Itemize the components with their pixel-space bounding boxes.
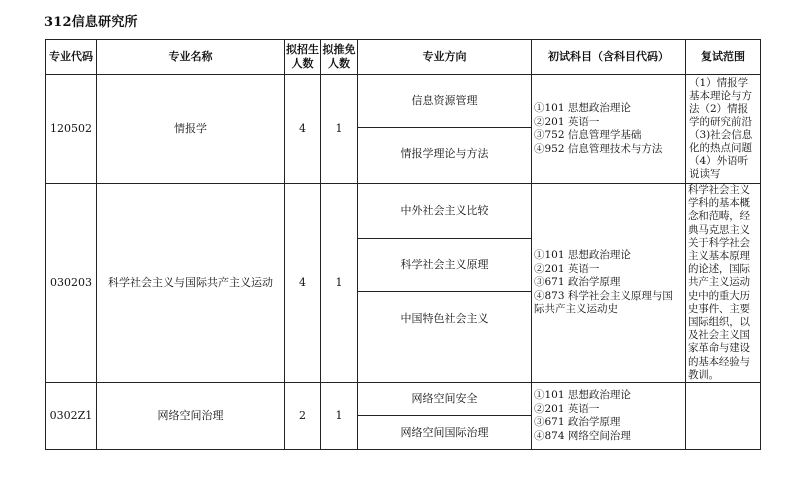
page-title: 312信息研究所 — [44, 15, 138, 30]
subject-item: ③671 政治学原理 — [534, 276, 621, 289]
exam-subjects — [532, 75, 686, 184]
exempt-count: 1 — [321, 184, 358, 383]
retest-scope — [686, 383, 761, 450]
header-subjects: 初试科目（含科目代码） — [532, 40, 686, 75]
enroll-count: 4 — [285, 75, 321, 184]
direction-item: 情报学理论与方法 — [400, 147, 489, 160]
direction-cell — [358, 383, 532, 450]
subject-item: ④952 信息管理技术与方法 — [534, 142, 663, 155]
direction-item: 网络空间国际治理 — [400, 425, 489, 439]
retest-scope: 科学社会主义学科的基本概念和范畴，经典马克思主义关于科学社会主义基本原理的论述，国际共产主义运动史中的重大历史事件、主要国际组织，以及社会主义国家革命与建设的基本经验与教训。 — [686, 184, 761, 383]
subject-item: ①101 思想政治理论 — [534, 389, 631, 402]
major-code: 0302Z1 — [46, 383, 97, 450]
major-code: 120502 — [46, 75, 97, 184]
major-name: 网络空间治理 — [97, 383, 285, 450]
header-code: 专业代码 — [46, 40, 97, 75]
table-row — [46, 75, 761, 184]
header-row — [46, 40, 761, 75]
major-code: 030203 — [46, 184, 97, 383]
header-name: 专业名称 — [97, 40, 285, 75]
direction-item: 中国特色社会主义 — [400, 312, 489, 326]
table-row — [46, 184, 761, 383]
direction-cell — [358, 75, 532, 184]
direction-item: 中外社会主义比较 — [358, 184, 531, 239]
enroll-count: 2 — [285, 383, 321, 450]
subject-item: ③752 信息管理学基础 — [534, 129, 642, 141]
major-name: 科学社会主义与国际共产主义运动 — [97, 184, 285, 383]
header-direction: 专业方向 — [358, 40, 532, 75]
enroll-count: 4 — [285, 184, 321, 383]
header-scope: 复试范围 — [686, 40, 761, 75]
direction-item: 信息资源管理 — [358, 75, 531, 128]
direction-cell — [358, 184, 532, 383]
subject-item: ②201 英语一 — [534, 262, 600, 275]
subject-item: ②201 英语一 — [534, 115, 600, 128]
header-exempt: 拟推免人数 — [321, 40, 358, 75]
exempt-count: 1 — [321, 383, 358, 450]
direction-item: 科学社会主义原理 — [358, 239, 531, 293]
subject-item: ④874 网络空间治理 — [534, 429, 631, 442]
table-row — [46, 383, 761, 450]
header-enroll: 拟招生人数 — [285, 40, 321, 75]
direction-item: 网络空间安全 — [358, 383, 531, 416]
subject-item: ①101 思想政治理论 — [534, 249, 631, 262]
exempt-count: 1 — [321, 75, 358, 184]
retest-scope: （1）情报学基本理论与方法（2）情报学的研究前沿（3)社会信息化的热点问题（4）外语听说读写 — [686, 75, 761, 184]
subject-item: ①101 思想政治理论 — [534, 102, 631, 114]
exam-subjects — [532, 184, 686, 383]
admission-table — [45, 39, 761, 450]
subject-item: ②201 英语一 — [534, 402, 600, 415]
subject-item: ④873 科学社会主义原理与国际共产主义运动史 — [534, 289, 673, 316]
major-name: 情报学 — [97, 75, 285, 184]
exam-subjects — [532, 383, 686, 450]
subject-item: ③671 政治学原理 — [534, 416, 621, 429]
